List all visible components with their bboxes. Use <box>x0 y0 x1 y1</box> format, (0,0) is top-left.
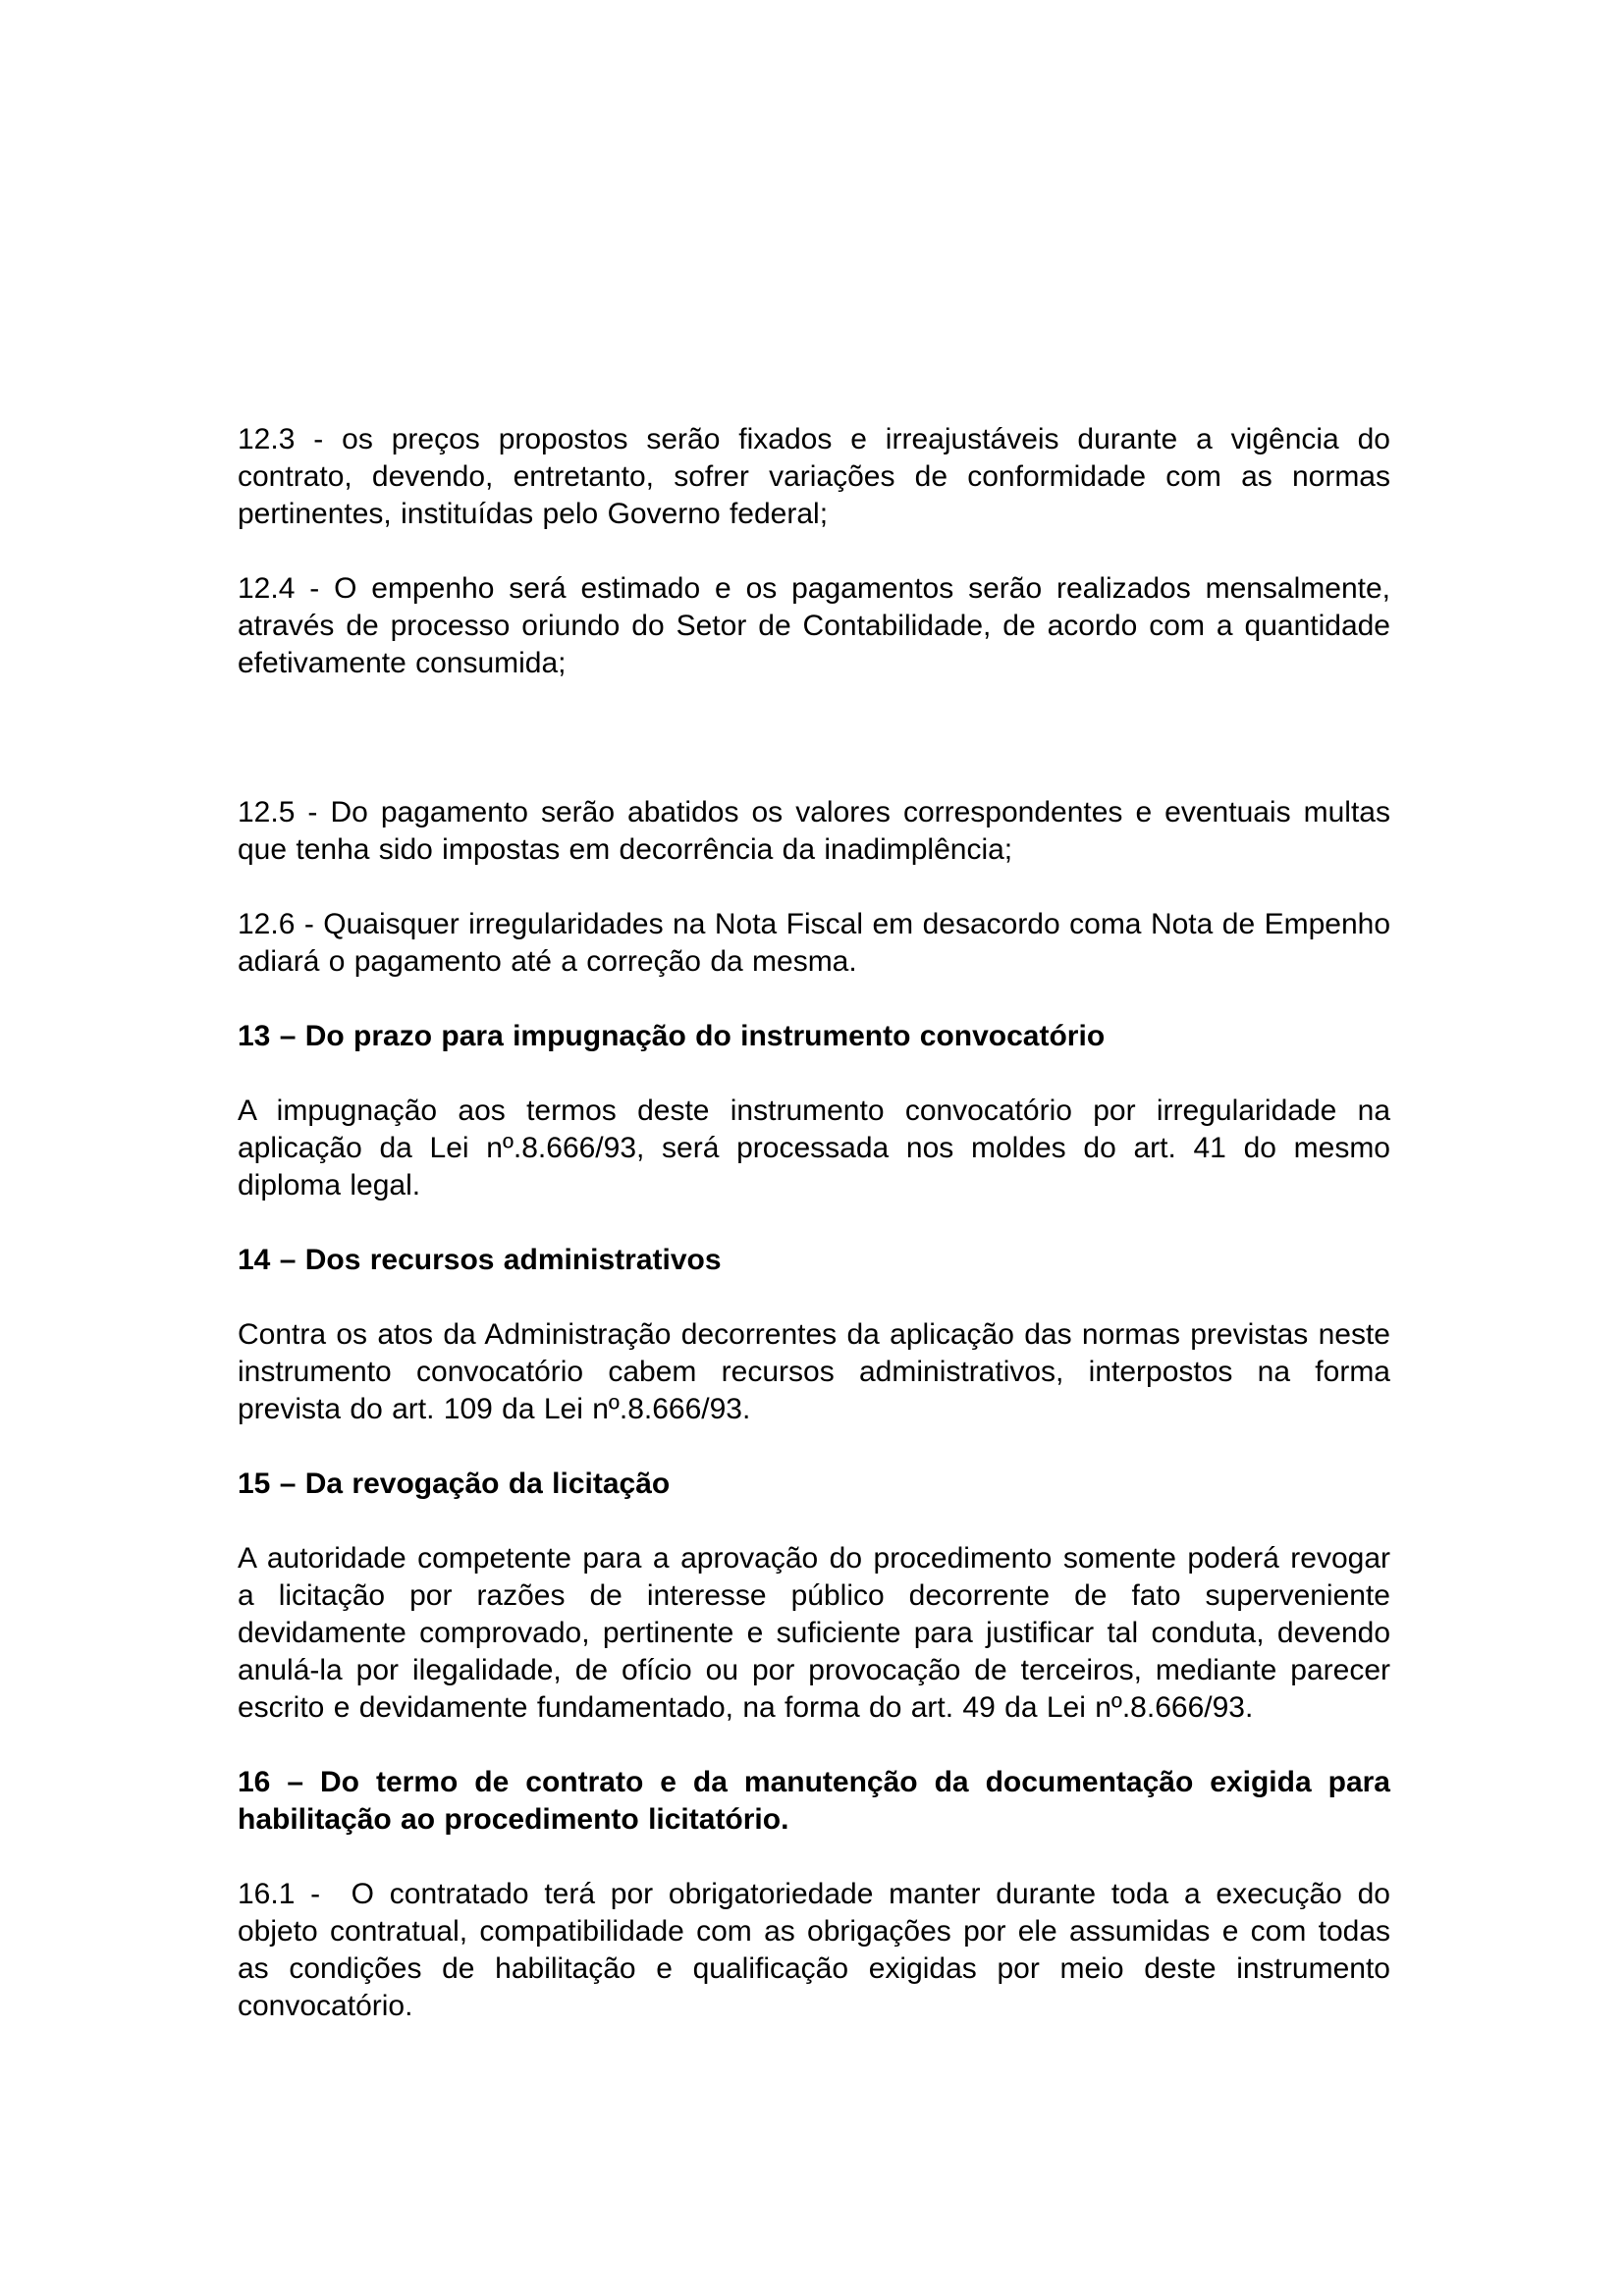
paragraph-12-3: 12.3 - os preços propostos serão fixados e irreajustáveis durante a vigência do contrato, devendo, entretanto, sofrer variações de conformidade com as normas pertinentes, instituídas pelo Governo federal; <box>238 423 1390 530</box>
heading-section-16: 16 – Do termo de contrato e da manutenção da documentação exigida para habilitação ao procedimento licitatório. <box>238 1766 1390 1836</box>
paragraph-13-body: A impugnação aos termos deste instrumento convocatório por irregularidade na aplicação da Lei nº.8.666/93, será processada nos moldes do art. 41 do mesmo diploma legal. <box>238 1095 1390 1201</box>
document-content <box>238 421 1390 2062</box>
paragraph-15-body: A autoridade competente para a aprovação do procedimento somente poderá revogar a licitação por razões de interesse público decorrente de fato superveniente devidamente comprovado, pertinente e suficiente para justificar tal conduta, devendo anulá-la por ilegalidade, de ofício ou por provocação de terceiros, mediante parecer escrito e devidamente fundamentado, na forma do art. 49 da Lei nº.8.666/93. <box>238 1542 1390 1724</box>
paragraph-16-1: 16.1 - O contratado terá por obrigatoriedade manter durante toda a execução do objeto contratual, compatibilidade com as obrigações por ele assumidas e com todas as condições de habilitação e qualificação exigidas por meio deste instrumento convocatório. <box>238 1878 1390 2022</box>
paragraph-14-body: Contra os atos da Administração decorrentes da aplicação das normas previstas neste instrumento convocatório cabem recursos administrativos, interpostos na forma prevista do art. 109 da Lei nº.8.666/93. <box>238 1318 1390 1425</box>
paragraph-12-4: 12.4 - O empenho será estimado e os pagamentos serão realizados mensalmente, através de processo oriundo do Setor de Contabilidade, de acordo com a quantidade efetivamente consumida; <box>238 572 1390 679</box>
heading-section-14: 14 – Dos recursos administrativos <box>238 1244 722 1276</box>
heading-section-15: 15 – Da revogação da licitação <box>238 1468 671 1500</box>
paragraph-12-6: 12.6 - Quaisquer irregularidades na Nota Fiscal em desacordo coma Nota de Empenho adiará o pagamento até a correção da mesma. <box>238 908 1390 978</box>
paragraph-12-5: 12.5 - Do pagamento serão abatidos os valores correspondentes e eventuais multas que tenha sido impostas em decorrência da inadimplência; <box>238 796 1390 866</box>
heading-section-13: 13 – Do prazo para impugnação do instrumento convocatório <box>238 1020 1106 1052</box>
